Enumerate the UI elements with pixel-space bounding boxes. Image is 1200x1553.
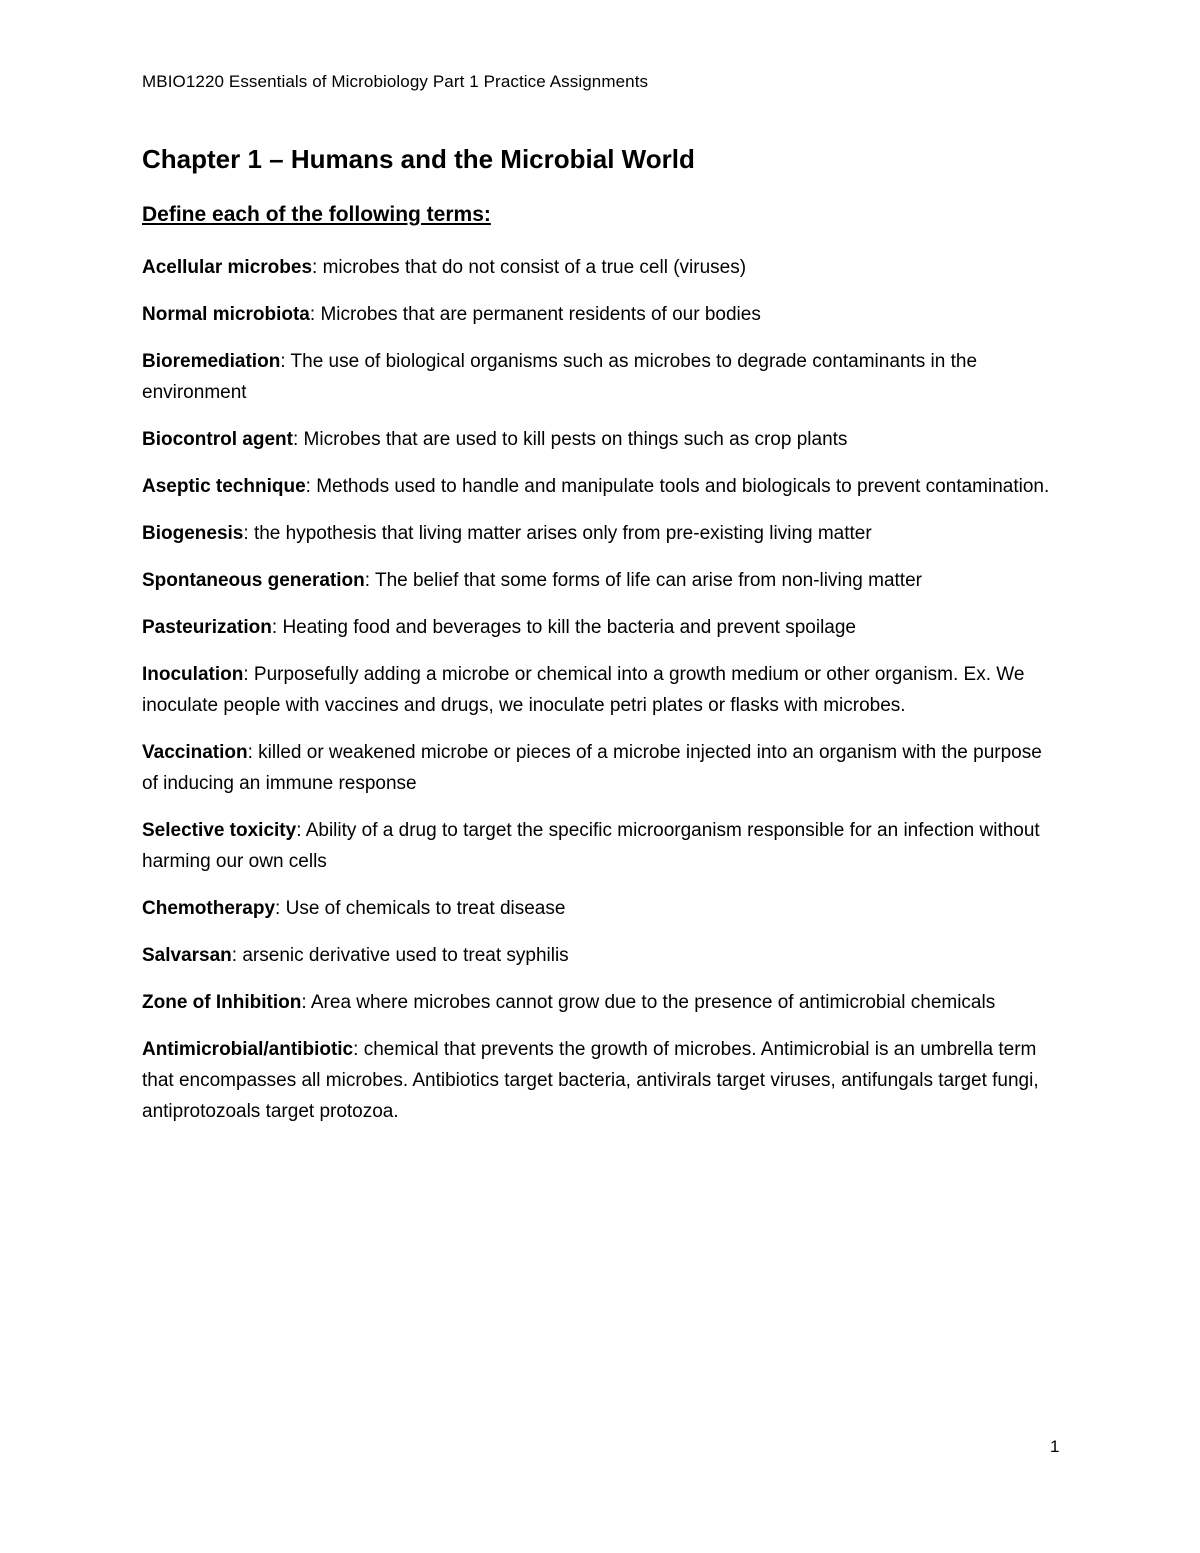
term-name: Biocontrol agent xyxy=(142,429,293,450)
term-separator: : xyxy=(243,523,254,544)
term-definition: arsenic derivative used to treat syphilis xyxy=(242,945,569,966)
term-name: Inoculation xyxy=(142,664,244,685)
term-name: Salvarsan xyxy=(142,945,232,966)
term-biogenesis xyxy=(142,518,1062,549)
term-separator: : xyxy=(309,304,321,325)
term-separator: : xyxy=(275,898,286,919)
term-definition: the hypothesis that living matter arises only from pre-existing living matter xyxy=(253,523,872,544)
term-definition: Use of chemicals to treat disease xyxy=(285,898,566,919)
term-name: Selective toxicity xyxy=(142,820,297,841)
page-number: 1 xyxy=(1050,1437,1060,1456)
section-instruction: Define each of the following terms: xyxy=(142,203,491,226)
term-spontaneous-generation xyxy=(142,565,1062,596)
term-separator: : xyxy=(231,945,243,966)
term-name: Aseptic technique xyxy=(142,476,306,497)
term-antimicrobial-antibiotic xyxy=(142,1034,1062,1127)
term-separator: : xyxy=(312,257,323,278)
term-inoculation xyxy=(142,659,1062,721)
term-definition: Microbes that are used to kill pests on things such as crop plants xyxy=(303,429,848,450)
term-name: Spontaneous generation xyxy=(142,570,365,591)
term-normal-microbiota xyxy=(142,299,1062,330)
term-definition: Purposefully adding a microbe or chemical into a growth medium or other organism. Ex. We inoculate people with vaccines and drugs, we inoculate petri plates or flasks with microbes. xyxy=(142,664,1025,716)
term-definition: Methods used to handle and manipulate tools and biologicals to prevent contamination. xyxy=(316,476,1050,497)
term-salvarsan xyxy=(142,940,1062,971)
chapter-title: Chapter 1 – Humans and the Microbial World xyxy=(142,144,695,174)
term-definition: microbes that do not consist of a true cell (viruses) xyxy=(322,257,747,278)
term-biocontrol-agent xyxy=(142,424,1062,455)
term-definition: Heating food and beverages to kill the bacteria and prevent spoilage xyxy=(282,617,856,638)
term-separator: : xyxy=(301,992,311,1013)
term-separator: : xyxy=(305,476,317,497)
term-name: Pasteurization xyxy=(142,617,272,638)
term-definition: Microbes that are permanent residents of our bodies xyxy=(320,304,761,325)
term-zone-of-inhibition xyxy=(142,987,1062,1018)
term-definition: The belief that some forms of life can arise from non-living matter xyxy=(374,570,922,591)
term-definition: The use of biological organisms such as microbes to degrade contaminants in the environment xyxy=(142,351,978,403)
term-separator: : xyxy=(280,351,291,372)
term-aseptic-technique xyxy=(142,471,1062,502)
term-bioremediation xyxy=(142,346,1062,408)
term-definition: chemical that prevents the growth of microbes. Antimicrobial is an umbrella term that encompasses all microbes. Antibiotics target bacteria, antivirals target viruses, antifungals target fungi, antiprotozoals target protozoa. xyxy=(142,1039,1039,1122)
term-separator: : xyxy=(243,664,254,685)
terms-list xyxy=(142,252,1062,1143)
term-separator: : xyxy=(292,429,304,450)
term-definition: killed or weakened microbe or pieces of a microbe injected into an organism with the purpose of inducing an immune response xyxy=(142,742,1042,794)
term-separator: : xyxy=(296,820,306,841)
term-name: Biogenesis xyxy=(142,523,244,544)
term-separator: : xyxy=(271,617,283,638)
term-acellular-microbes xyxy=(142,252,1062,283)
term-name: Normal microbiota xyxy=(142,304,310,325)
term-name: Zone of Inhibition xyxy=(142,992,302,1013)
term-pasteurization xyxy=(142,612,1062,643)
term-chemotherapy xyxy=(142,893,1062,924)
page-header: MBIO1220 Essentials of Microbiology Part 1 Practice Assignments xyxy=(142,72,649,91)
term-selective-toxicity xyxy=(142,815,1062,877)
term-definition: Ability of a drug to target the specific microorganism responsible for an infection without harming our own cells xyxy=(142,820,1040,872)
term-separator: : xyxy=(247,742,259,763)
term-name: Antimicrobial/antibiotic xyxy=(142,1039,354,1060)
term-name: Bioremediation xyxy=(142,351,281,372)
term-vaccination xyxy=(142,737,1062,799)
term-separator: : xyxy=(353,1039,364,1060)
term-name: Acellular microbes xyxy=(142,257,313,278)
term-name: Chemotherapy xyxy=(142,898,276,919)
term-name: Vaccination xyxy=(142,742,248,763)
term-definition: Area where microbes cannot grow due to the presence of antimicrobial chemicals xyxy=(310,992,996,1013)
term-separator: : xyxy=(364,570,375,591)
